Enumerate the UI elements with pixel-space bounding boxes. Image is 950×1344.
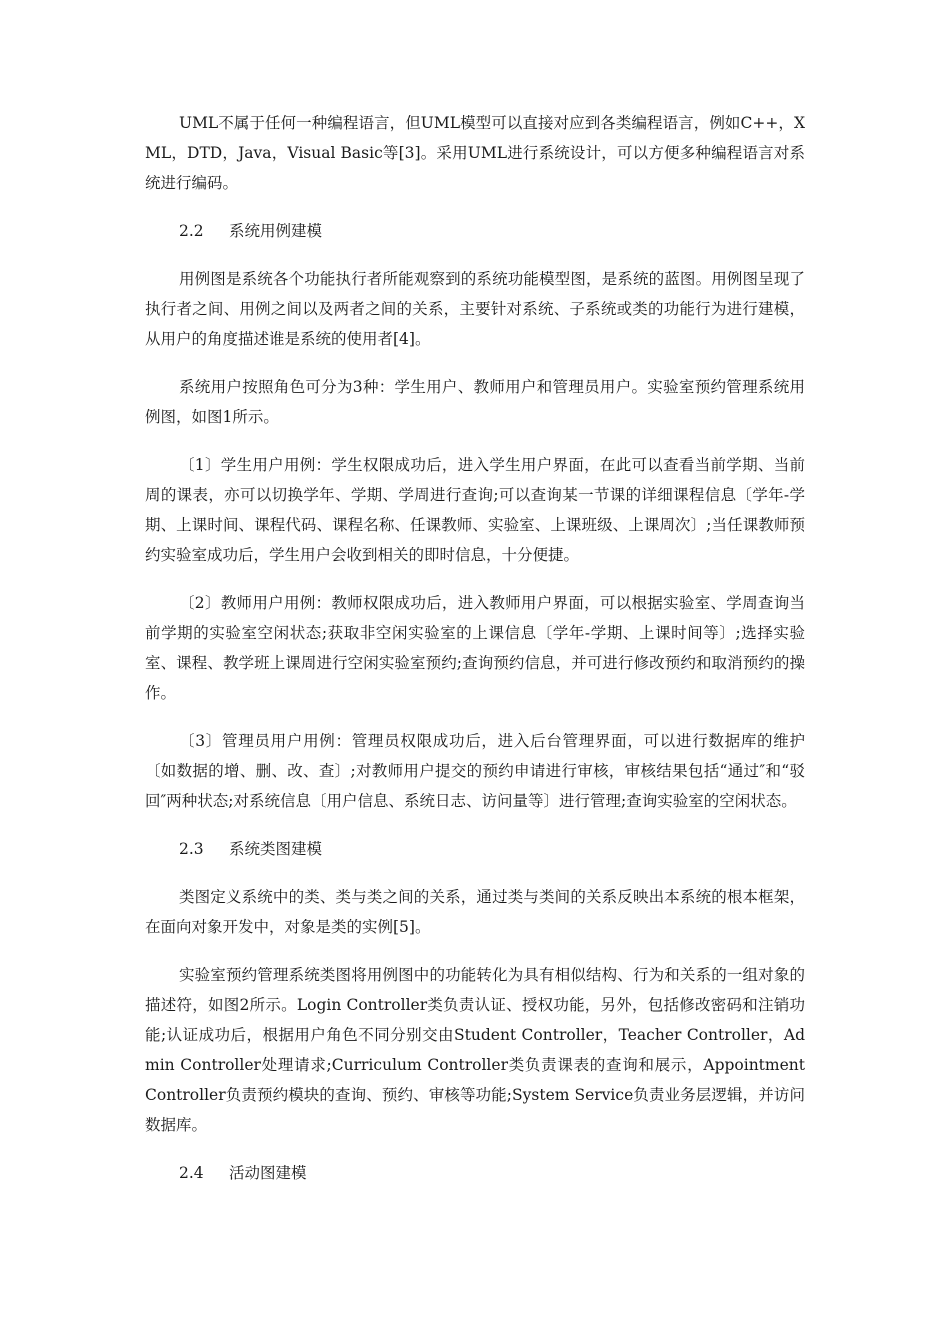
section-heading-2-3 bbox=[145, 834, 805, 864]
paragraph-student-use-case: 〔1〕学生用户用例：学生权限成功后，进入学生用户界面，在此可以查看当前学期、当前周的课表，亦可以切换学年、学期、学周进行查询;可以查询某一节课的详细课程信息〔学年-学期、上课时间、课程代码、课程名称、任课教师、实验室、上课班级、上课周次〕;当任课教师预约实验室成功后，学生用户会收到相关的即时信息，十分便捷。 bbox=[145, 456, 805, 564]
paragraph-class-diagram-details: 实验室预约管理系统类图将用例图中的功能转化为具有相似结构、行为和关系的一组对象的描述符，如图2所示。Login Controller类负责认证、授权功能，另外，包括修改密码和注销功能;认证成功后，根据用户角色不同分别交由Student Controller，Teacher Controller，Admin Controller处理请求;Curriculum Controller类负责课表的查询和展示，Appointment Controller负责预约模块的查询、预约、审核等功能;System Service负责业务层逻辑，并访问数据库。 bbox=[145, 966, 805, 1134]
section-heading-2-2 bbox=[145, 216, 805, 246]
section-title: 系统用例建模 bbox=[229, 222, 323, 240]
section-title: 活动图建模 bbox=[229, 1164, 307, 1182]
section-number: 2.4 bbox=[179, 1164, 204, 1182]
paragraph-user-roles: 系统用户按照角色可分为3种：学生用户、教师用户和管理员用户。实验室预约管理系统用例图，如图1所示。 bbox=[145, 378, 805, 426]
paragraph-uml-intro: UML不属于任何一种编程语言，但UML模型可以直接对应到各类编程语言，例如C++，XML，DTD，Java，Visual Basic等[3]。采用UML进行系统设计，可以方便多种编程语言对系统进行编码。 bbox=[145, 114, 805, 192]
paragraph-use-case-definition: 用例图是系统各个功能执行者所能观察到的系统功能模型图，是系统的蓝图。用例图呈现了执行者之间、用例之间以及两者之间的关系，主要针对系统、子系统或类的功能行为进行建模，从用户的角度描述谁是系统的使用者[4]。 bbox=[145, 270, 805, 348]
paragraph-admin-use-case: 〔3〕管理员用户用例：管理员权限成功后，进入后台管理界面，可以进行数据库的维护〔如数据的增、删、改、查〕;对教师用户提交的预约申请进行审核，审核结果包括“通过″和“驳回″两种状态;对系统信息〔用户信息、系统日志、访问量等〕进行管理;查询实验室的空闲状态。 bbox=[145, 732, 805, 810]
document-body bbox=[145, 108, 805, 1206]
paragraph-teacher-use-case: 〔2〕教师用户用例：教师权限成功后，进入教师用户界面，可以根据实验室、学周查询当前学期的实验室空闲状态;获取非空闲实验室的上课信息〔学年-学期、上课时间等〕;选择实验室、课程、教学班上课周进行空闲实验室预约;查询预约信息，并可进行修改预约和取消预约的操作。 bbox=[145, 594, 805, 702]
section-number: 2.2 bbox=[179, 222, 204, 240]
section-number: 2.3 bbox=[179, 840, 204, 858]
paragraph-class-diagram-definition: 类图定义系统中的类、类与类之间的关系，通过类与类间的关系反映出本系统的根本框架，在面向对象开发中，对象是类的实例[5]。 bbox=[145, 888, 805, 936]
section-heading-2-4 bbox=[145, 1158, 805, 1188]
section-title: 系统类图建模 bbox=[229, 840, 323, 858]
